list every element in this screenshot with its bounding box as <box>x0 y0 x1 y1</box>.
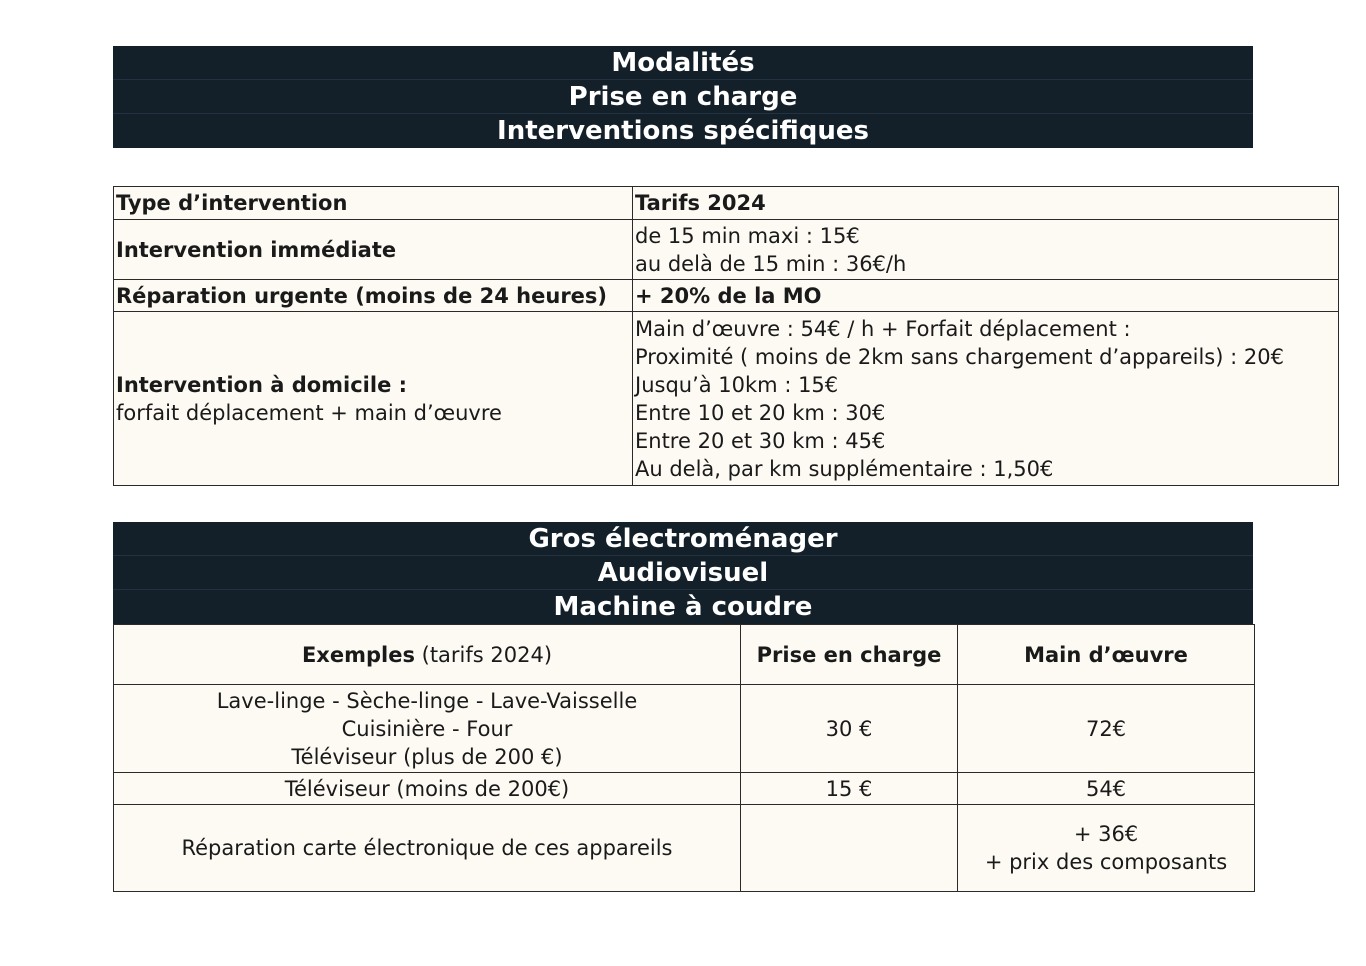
tarif-line: Entre 10 et 20 km : 30€ <box>635 400 886 425</box>
row-appareils-gros <box>114 685 741 773</box>
row-televiseur-petit: Téléviseur (moins de 200€) <box>114 773 741 805</box>
table-row <box>114 312 1339 486</box>
prise-en-charge-value: 15 € <box>741 773 958 805</box>
main-doeuvre-value <box>958 805 1255 892</box>
main-doeuvre-value: 54€ <box>958 773 1255 805</box>
appareils-table <box>113 624 1255 892</box>
table-header-row <box>114 187 1339 220</box>
header-prise-en-charge: Prise en charge <box>741 625 958 685</box>
row-label-intervention-immediate: Intervention immédiate <box>114 220 633 280</box>
row-value-reparation-urgente: + 20% de la MO <box>633 280 1339 312</box>
table-row <box>114 805 1255 892</box>
prise-en-charge-value: 30 € <box>741 685 958 773</box>
tarif-line: Au delà, par km supplémentaire : 1,50€ <box>635 456 1054 481</box>
mo-line: + 36€ <box>1073 822 1139 846</box>
prise-en-charge-value <box>741 805 958 892</box>
table-row <box>114 220 1339 280</box>
banner-title-audiovisuel: Audiovisuel <box>113 556 1253 590</box>
appareil-line: Téléviseur (plus de 200 €) <box>291 744 563 769</box>
row-carte-electronique: Réparation carte électronique de ces appareils <box>114 805 741 892</box>
tarif-line: de 15 min maxi : 15€ <box>635 223 860 248</box>
row-value-intervention-domicile <box>633 312 1339 486</box>
row-value-intervention-immediate <box>633 220 1339 280</box>
interventions-table <box>113 186 1339 486</box>
table-row <box>114 773 1255 805</box>
row-label-intervention-domicile <box>114 312 633 486</box>
mo-line: + prix des composants <box>984 850 1228 874</box>
appareil-line: Lave-linge - Sèche-linge - Lave-Vaisselle <box>216 688 638 713</box>
header-exemples <box>114 625 741 685</box>
banner-title-machine-a-coudre: Machine à coudre <box>553 592 813 622</box>
header-exemples-bold: Exemples <box>301 642 415 667</box>
banner-title-gros-electromenager: Gros électroménager <box>113 522 1253 556</box>
row-label-reparation-urgente: Réparation urgente (moins de 24 heures) <box>114 280 633 312</box>
banner-title-modalites: Modalités <box>113 46 1253 80</box>
label-bold: Intervention à domicile : <box>116 372 408 397</box>
table-row <box>114 685 1255 773</box>
section-banner-appareils <box>113 522 1253 624</box>
main-doeuvre-value: 72€ <box>958 685 1255 773</box>
appareil-line: Cuisinière - Four <box>341 716 513 741</box>
header-main-doeuvre: Main d’œuvre <box>958 625 1255 685</box>
banner-title-interventions: Interventions spécifiques <box>497 116 869 146</box>
header-tarifs: Tarifs 2024 <box>633 187 1339 220</box>
tarif-line: au delà de 15 min : 36€/h <box>635 251 907 276</box>
tarif-line: Entre 20 et 30 km : 45€ <box>635 428 886 453</box>
header-exemples-rest: (tarifs 2024) <box>414 642 553 667</box>
tarif-line: Proximité ( moins de 2km sans chargement d’appareils) : 20€ <box>635 344 1284 369</box>
tarif-line: Main d’œuvre : 54€ / h + Forfait déplacement : <box>635 316 1131 341</box>
header-type-intervention: Type d’intervention <box>114 187 633 220</box>
table-row <box>114 280 1339 312</box>
section-banner-modalites <box>113 46 1253 148</box>
banner-title-prise-en-charge: Prise en charge <box>113 80 1253 114</box>
table-header-row <box>114 625 1255 685</box>
label-sub: forfait déplacement + main d’œuvre <box>116 400 502 425</box>
tarif-line: Jusqu’à 10km : 15€ <box>635 372 839 397</box>
